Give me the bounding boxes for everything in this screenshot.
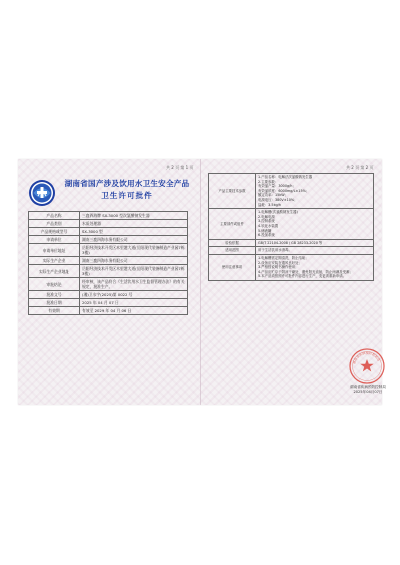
section-content bbox=[256, 254, 374, 280]
section-line: 用于生活饮用水消毒。 bbox=[258, 248, 292, 253]
issuer-name: 湖南省疾病预防控制局 bbox=[350, 385, 386, 389]
page-fold bbox=[200, 159, 201, 405]
info-row bbox=[29, 236, 188, 244]
info-value: 湖南三鹿四海水务有限公司 bbox=[80, 236, 188, 244]
section-line: 3.控制系统 bbox=[258, 219, 275, 224]
section-line: 1.产品名称：电解法次氯酸钠发生器 bbox=[258, 175, 313, 179]
section-line: 1.电解槽需定期清洗，防止结垢； bbox=[258, 255, 309, 260]
approval-info-table bbox=[28, 211, 188, 315]
info-value: SX-3000 型 bbox=[80, 228, 188, 236]
info-row bbox=[29, 307, 188, 315]
info-label: 有效期 bbox=[29, 307, 80, 315]
section-label: 使用注意事项 bbox=[209, 254, 256, 280]
info-row bbox=[29, 257, 188, 265]
info-value: (湘)卫水字(2025)第 0022 号 bbox=[80, 291, 188, 299]
info-row bbox=[29, 212, 188, 220]
section-row bbox=[209, 209, 374, 240]
info-row bbox=[29, 220, 188, 228]
document-title: 湖南省国产涉及饮用水卫生安全产品 bbox=[64, 179, 190, 188]
section-line: 2.设备应安装在通风良好处； bbox=[258, 260, 302, 265]
info-label: 产品规格或型号 bbox=[29, 228, 80, 236]
section-line: 有效氯产量：3000g/h； bbox=[258, 184, 296, 189]
document-subtitle: 卫生许可批件 bbox=[101, 191, 153, 200]
official-seal-icon bbox=[348, 347, 386, 385]
info-label: 产品名称 bbox=[29, 212, 80, 220]
info-label: 审批结论 bbox=[29, 278, 80, 291]
section-line: 1.电解槽(次氯酸钠发生器) bbox=[258, 210, 298, 215]
section-row bbox=[209, 254, 374, 280]
section-line: 2.电解电源 bbox=[258, 214, 275, 219]
section-label: 主要部件或组件 bbox=[209, 209, 256, 240]
section-line: 5.储液罐 bbox=[258, 228, 272, 233]
section-line: 电源电压：380V±10%； bbox=[258, 197, 298, 202]
info-row bbox=[29, 278, 188, 291]
info-value: 岳阳经济技术开发区木里港大道(岳阳现代装备制造产业园7栋3楼) bbox=[80, 244, 188, 257]
info-label: 实际生产企业 bbox=[29, 257, 80, 265]
info-label: 申请单位 bbox=[29, 236, 80, 244]
info-label: 实际生产企业地址 bbox=[29, 265, 80, 278]
section-content bbox=[256, 239, 374, 247]
section-content bbox=[256, 174, 374, 209]
info-label: 申请单位地址 bbox=[29, 244, 80, 257]
section-label: 适用范围 bbox=[209, 247, 256, 255]
info-value: 经审核，该产品符合《生活饮用水卫生监督管理办法》的有关规定，批准生产。 bbox=[80, 278, 188, 291]
section-line: 盐耗：3.5kg/h bbox=[258, 202, 281, 207]
page-number-left: 共 2 页 第 1 页 bbox=[166, 165, 194, 170]
section-line: 3.严格按说明书操作使用； bbox=[258, 265, 299, 270]
section-line: 5.本产品须按照许可批件内容进行生产，变更须重新申请。 bbox=[258, 274, 346, 279]
section-line: 额定功率：15kW； bbox=[258, 193, 288, 198]
hunan-health-emblem-icon bbox=[28, 179, 56, 207]
section-row bbox=[209, 239, 374, 247]
section-line: 6.投加系统 bbox=[258, 233, 275, 238]
section-line: 4.产品应贮存于阴凉干燥处，避免阳光直射，防止雨淋及受潮； bbox=[258, 269, 353, 274]
info-value: 2025 年 04 月 07 日 bbox=[80, 299, 188, 307]
info-value: 水质处理器 bbox=[80, 220, 188, 228]
info-value: 三鹿四海牌 SX-3000 型次氯酸钠发生器 bbox=[80, 212, 188, 220]
page-number-right: 共 2 页 第 2 页 bbox=[346, 165, 374, 170]
section-content bbox=[256, 247, 374, 255]
svg-text:湖南省疾病预防控制局: 湖南省疾病预防控制局 bbox=[352, 350, 381, 365]
section-label: 检验依据 bbox=[209, 239, 256, 247]
info-label: 批准日期 bbox=[29, 299, 80, 307]
info-value: 岳阳经济技术开发区木里港大道(岳阳现代装备制造产业园7栋3楼) bbox=[80, 265, 188, 278]
license-document bbox=[18, 159, 386, 405]
info-value: 有效至 2029 年 04 月 06 日 bbox=[80, 307, 188, 315]
info-row bbox=[29, 228, 188, 236]
info-label: 批准文号 bbox=[29, 291, 80, 299]
technical-info-table bbox=[208, 173, 374, 281]
section-line: 4.软化水装置 bbox=[258, 223, 279, 228]
info-row bbox=[29, 244, 188, 257]
info-value: 湖南三鹿四海水务有限公司 bbox=[80, 257, 188, 265]
section-row bbox=[209, 247, 374, 255]
issue-date: 2025年04月07日 bbox=[353, 390, 383, 394]
section-label: 产品主要技术参数 bbox=[209, 174, 256, 209]
section-content bbox=[256, 209, 374, 240]
info-row bbox=[29, 299, 188, 307]
info-row bbox=[29, 291, 188, 299]
section-line: 2.主要参数： bbox=[258, 179, 279, 184]
section-line: GB/T 22104-2008 / GB 28233-2020 等 bbox=[258, 240, 323, 245]
section-line: 有效氯浓度：6000mg/L±15%； bbox=[258, 188, 310, 193]
info-row bbox=[29, 265, 188, 278]
section-row bbox=[209, 174, 374, 209]
info-label: 产品类别 bbox=[29, 220, 80, 228]
